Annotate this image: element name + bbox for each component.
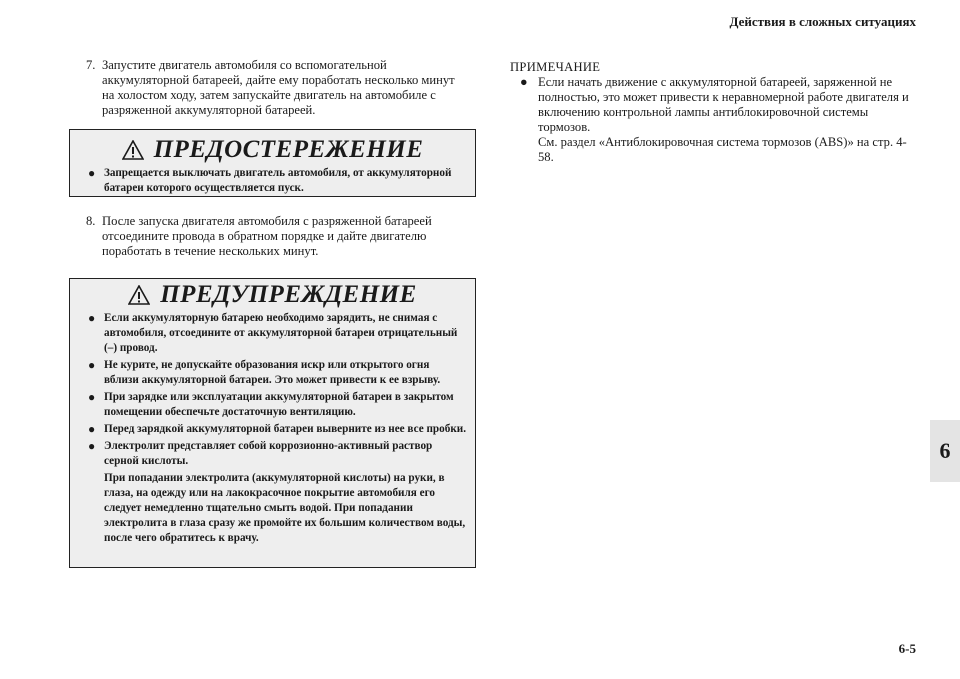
step-8	[86, 214, 466, 259]
step-number: 8.	[86, 214, 96, 228]
step-number: 7.	[86, 58, 96, 72]
bullet: ●	[88, 311, 96, 325]
section-title: Действия в сложных ситуациях	[729, 14, 916, 29]
chapter-tab[interactable]: 6	[930, 420, 960, 482]
warning-item	[88, 311, 467, 356]
warning-item-text: Электролит представляет собой коррозионно-активный раствор серной кислоты.	[104, 440, 433, 467]
bullet: ●	[88, 422, 96, 436]
warning-title-text: ПРЕДУПРЕЖДЕНИЕ	[160, 281, 417, 308]
warning-title	[70, 279, 475, 311]
note-title: ПРИМЕЧАНИЕ	[510, 60, 601, 74]
warning-item-text: Если аккумуляторную батарею необходимо зарядить, не снимая с автомобиля, отсоедините от аккумуляторной батареи отрицательный (–) провод.	[104, 312, 458, 354]
warning-item	[88, 390, 467, 420]
bullet: ●	[520, 75, 528, 89]
note-item-text: Если начать движение с аккумуляторной батареей, заряженной не полностью, это может привести к неравномерной работе двигателя и включению контрольной лампы антиблокировочной системы тормозов. См. раздел «Антиблокировочная система тормозов (ABS)» на стр. 4-58.	[538, 75, 909, 164]
warning-triangle-icon	[128, 285, 150, 305]
warning-item	[88, 358, 467, 388]
warning-item-text: Перед зарядкой аккумуляторной батареи выверните из нее все пробки.	[104, 423, 467, 435]
caution-box	[69, 129, 476, 197]
caution-item-text: Запрещается выключать двигатель автомобиля, от аккумуляторной батареи которого осуществляется пуск.	[104, 167, 452, 194]
caution-title-text: ПРЕДОСТЕРЕЖЕНИЕ	[153, 136, 424, 163]
bullet: ●	[88, 439, 96, 453]
warning-triangle-icon	[122, 140, 144, 160]
bullet: ●	[88, 358, 96, 372]
bullet: ●	[88, 166, 96, 180]
bullet: ●	[88, 390, 96, 404]
step-7	[86, 58, 466, 118]
caution-item	[88, 166, 467, 196]
note-item	[510, 75, 910, 165]
page-number: 6-5	[898, 641, 916, 656]
caution-title	[70, 134, 475, 166]
step-text: Запустите двигатель автомобиля со вспомогательной аккумуляторной батареей, дайте ему поработать несколько минут на холостом ходу, затем запускайте двигатель на автомобиле с разряженной аккумуляторной батареей.	[102, 58, 455, 117]
warning-box	[69, 278, 476, 568]
step-text: После запуска двигателя автомобиля с разряженной батареей отсоедините провода в обратном порядке и дайте двигателю поработать в течение нескольких минут.	[102, 214, 432, 258]
note-block	[510, 60, 910, 165]
warning-item-text: При зарядке или эксплуатации аккумуляторной батареи в закрытом помещении обеспечьте достаточную вентиляцию.	[104, 391, 454, 418]
warning-item-extra: При попадании электролита (аккумуляторной кислоты) на руки, в глаза, на одежду или на лакокрасочное покрытие автомобиля его следует немедленно тщательно смыть водой. При попадании электролита в глаза сразу же промойте их большим количеством воды, после чего обратитесь к врачу.	[104, 472, 466, 544]
caution-items	[70, 166, 475, 196]
warning-items	[70, 311, 475, 546]
warning-item-text: Не курите, не допускайте образования искр или открытого огня вблизи аккумуляторной батареи. Это может привести к ее взрыву.	[104, 359, 441, 386]
warning-item	[88, 422, 467, 437]
warning-item	[88, 439, 467, 546]
